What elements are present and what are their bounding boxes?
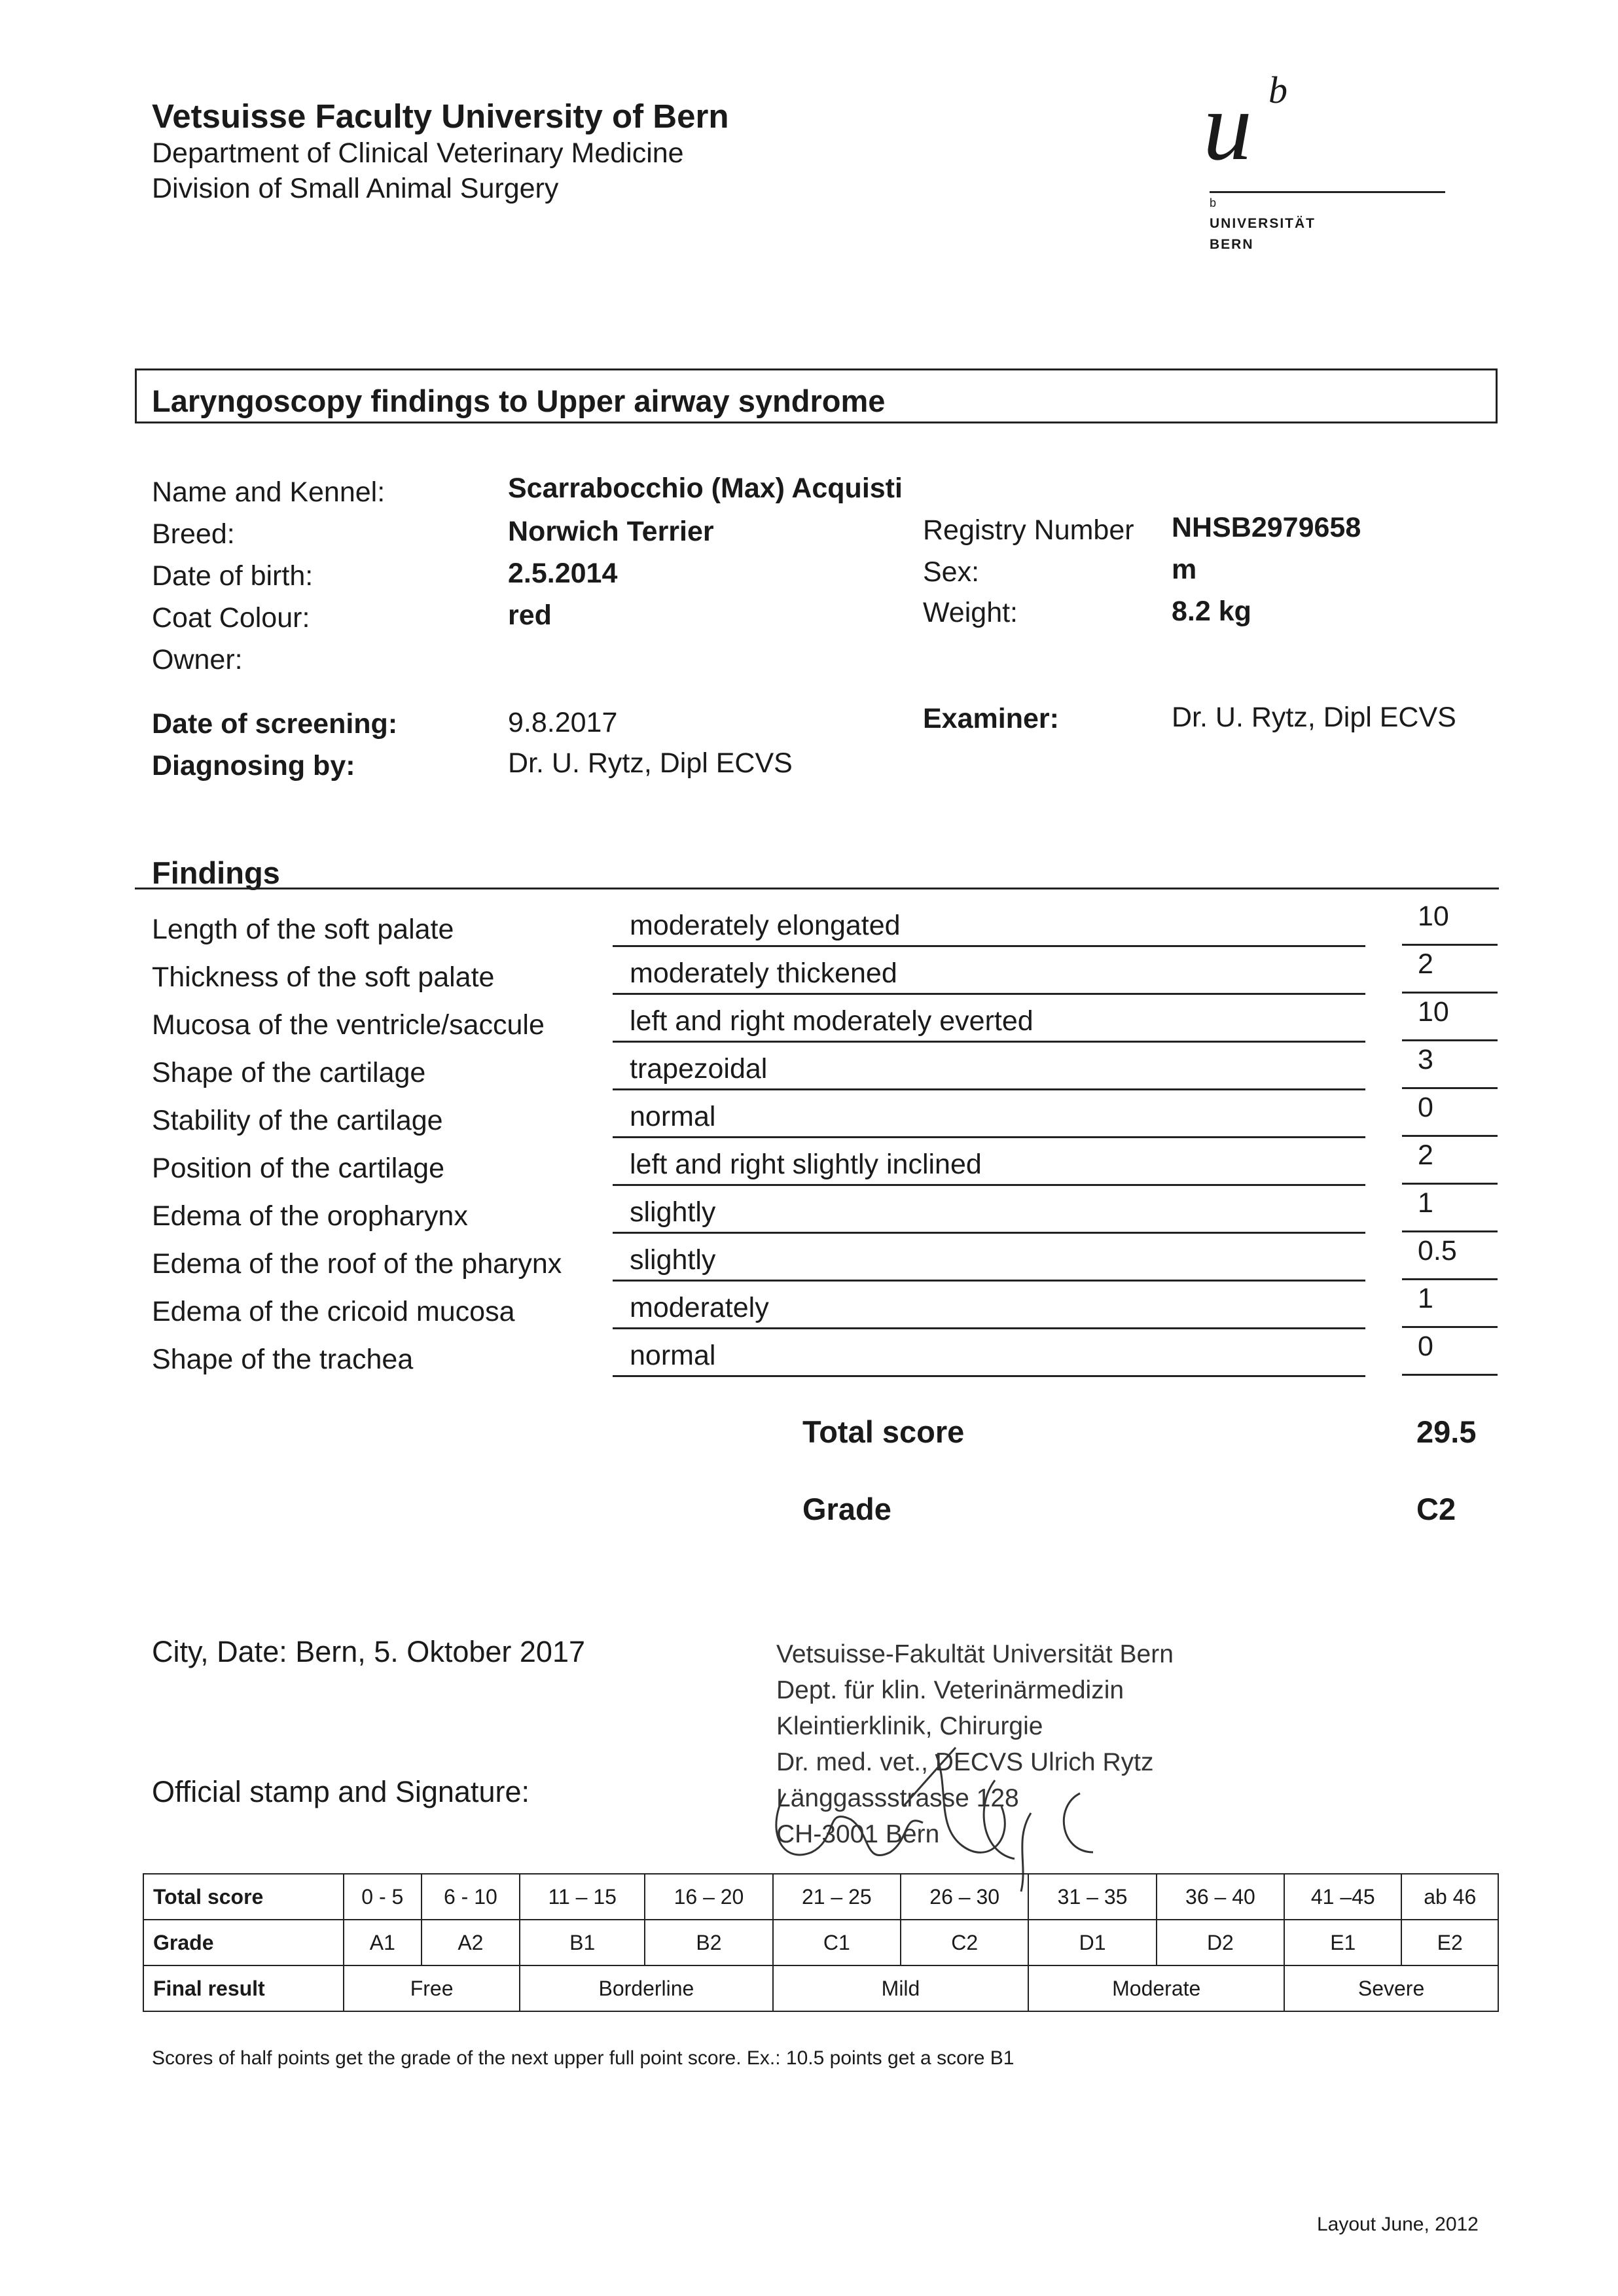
score-rule	[1402, 1183, 1498, 1185]
logo-small-b: b	[1210, 196, 1217, 209]
finding-label: Edema of the roof of the pharynx	[152, 1248, 562, 1280]
grade-value: C2	[1416, 1492, 1456, 1526]
range-cell: 26 – 30	[901, 1874, 1028, 1920]
finding-rule	[613, 993, 1365, 995]
range-cell: 36 – 40	[1157, 1874, 1284, 1920]
breed-value: Norwich Terrier	[508, 516, 714, 547]
finding-value: normal	[630, 1101, 716, 1132]
logo-rule	[1210, 191, 1445, 193]
city-date: City, Date: Bern, 5. Oktober 2017	[152, 1635, 585, 1668]
institution-name: Vetsuisse Faculty University of Bern	[152, 98, 729, 135]
finding-label: Thickness of the soft palate	[152, 961, 495, 993]
score-rule	[1402, 1135, 1498, 1137]
diagnosing-label: Diagnosing by:	[152, 750, 355, 781]
finding-score: 0.5	[1418, 1235, 1457, 1266]
score-rule	[1402, 992, 1498, 994]
total-score-label: Total score	[802, 1414, 965, 1449]
total-score-value: 29.5	[1416, 1414, 1477, 1449]
score-rule	[1402, 944, 1498, 946]
table-row	[143, 1920, 1498, 1965]
score-rule	[1402, 1374, 1498, 1376]
finding-rule	[613, 1375, 1365, 1377]
score-rule	[1402, 1039, 1498, 1041]
finding-label: Mucosa of the ventricle/saccule	[152, 1009, 545, 1041]
finding-label: Stability of the cartilage	[152, 1105, 443, 1136]
finding-score: 10	[1418, 996, 1449, 1028]
breed-label: Breed:	[152, 518, 235, 550]
result-cell: Mild	[773, 1965, 1029, 2011]
range-cell: 21 – 25	[773, 1874, 901, 1920]
diagnosing-value: Dr. U. Rytz, Dipl ECVS	[508, 747, 793, 779]
layout-note: Layout June, 2012	[1317, 2214, 1479, 2235]
finding-score: 1	[1418, 1187, 1433, 1219]
result-cell: Free	[344, 1965, 520, 2011]
logo-letter-b: b	[1268, 69, 1287, 111]
registry-value: NHSB2979658	[1172, 512, 1361, 543]
stamp-line: Dr. med. vet., DECVS Ulrich Rytz	[776, 1748, 1154, 1776]
logo-text-universitat: UNIVERSITÄT	[1210, 216, 1316, 231]
coat-label: Coat Colour:	[152, 602, 310, 634]
examiner-value: Dr. U. Rytz, Dipl ECVS	[1172, 702, 1456, 733]
sex-value: m	[1172, 554, 1197, 585]
result-cell: Severe	[1284, 1965, 1498, 2011]
range-cell: 11 – 15	[520, 1874, 645, 1920]
logo-text-bern: BERN	[1210, 237, 1254, 252]
name-kennel-label: Name and Kennel:	[152, 476, 386, 508]
result-cell: Borderline	[520, 1965, 772, 2011]
finding-value: trapezoidal	[630, 1053, 768, 1085]
examiner-label: Examiner:	[923, 703, 1059, 734]
grade-cell: E2	[1401, 1920, 1498, 1965]
dob-value: 2.5.2014	[508, 558, 618, 589]
grading-scale-table	[143, 1873, 1499, 2012]
handwritten-signature	[740, 1676, 1132, 1898]
grade-cell: B1	[520, 1920, 645, 1965]
finding-label: Length of the soft palate	[152, 914, 454, 945]
finding-rule	[613, 1184, 1365, 1186]
range-cell: 6 - 10	[422, 1874, 520, 1920]
finding-rule	[613, 1280, 1365, 1282]
finding-score: 0	[1418, 1331, 1433, 1362]
range-cell: 16 – 20	[645, 1874, 772, 1920]
range-cell: 0 - 5	[344, 1874, 422, 1920]
row-header-final-result: Final result	[143, 1965, 344, 2011]
grade-cell: A2	[422, 1920, 520, 1965]
score-rule	[1402, 1326, 1498, 1328]
department-name: Department of Clinical Veterinary Medicine	[152, 137, 684, 169]
finding-label: Position of the cartilage	[152, 1153, 444, 1184]
weight-label: Weight:	[923, 597, 1018, 628]
weight-value: 8.2 kg	[1172, 596, 1251, 627]
finding-value: left and right moderately everted	[630, 1005, 1034, 1037]
footnote: Scores of half points get the grade of the next upper full point score. Ex.: 10.5 points get a score B1	[152, 2047, 1015, 2069]
stamp-line: Länggassstrasse 128	[776, 1784, 1019, 1812]
score-rule	[1402, 1087, 1498, 1089]
range-cell: ab 46	[1401, 1874, 1498, 1920]
owner-label: Owner:	[152, 644, 243, 675]
dob-label: Date of birth:	[152, 560, 314, 592]
finding-score: 10	[1418, 901, 1449, 932]
finding-value: moderately thickened	[630, 958, 897, 989]
signature-label: Official stamp and Signature:	[152, 1775, 530, 1808]
findings-rule	[135, 888, 1499, 889]
findings-title: Findings	[152, 855, 280, 890]
range-cell: 31 – 35	[1028, 1874, 1156, 1920]
finding-value: slightly	[630, 1196, 716, 1228]
finding-score: 0	[1418, 1092, 1433, 1123]
grade-cell: D2	[1157, 1920, 1284, 1965]
finding-rule	[613, 1232, 1365, 1234]
finding-value: moderately	[630, 1292, 769, 1323]
grade-cell: C2	[901, 1920, 1028, 1965]
screening-date-value: 9.8.2017	[508, 707, 618, 738]
range-cell: 41 –45	[1284, 1874, 1401, 1920]
finding-rule	[613, 1136, 1365, 1138]
finding-rule	[613, 1327, 1365, 1329]
grade-cell: C1	[773, 1920, 901, 1965]
grade-label: Grade	[802, 1492, 891, 1526]
logo-letter-u: u	[1203, 72, 1252, 181]
finding-label: Shape of the cartilage	[152, 1057, 426, 1088]
finding-score: 2	[1418, 948, 1433, 980]
row-header-total-score: Total score	[143, 1874, 344, 1920]
score-rule	[1402, 1230, 1498, 1232]
result-cell: Moderate	[1028, 1965, 1284, 2011]
coat-value: red	[508, 600, 552, 631]
finding-score: 1	[1418, 1283, 1433, 1314]
grade-cell: E1	[1284, 1920, 1401, 1965]
stamp-line: Kleintierklinik, Chirurgie	[776, 1712, 1043, 1740]
stamp-line: Dept. für klin. Veterinärmedizin	[776, 1676, 1124, 1704]
row-header-grade: Grade	[143, 1920, 344, 1965]
grade-cell: A1	[344, 1920, 422, 1965]
document-title: Laryngoscopy findings to Upper airway syndrome	[152, 384, 886, 418]
stamp-line: CH-3001 Bern	[776, 1820, 940, 1848]
registry-label: Registry Number	[923, 514, 1134, 546]
finding-value: left and right slightly inclined	[630, 1149, 982, 1180]
finding-value: normal	[630, 1340, 716, 1371]
table-row	[143, 1874, 1498, 1920]
score-rule	[1402, 1278, 1498, 1280]
finding-rule	[613, 1041, 1365, 1043]
grade-cell: D1	[1028, 1920, 1156, 1965]
finding-label: Shape of the trachea	[152, 1344, 414, 1375]
division-name: Division of Small Animal Surgery	[152, 173, 559, 204]
stamp-line: Vetsuisse-Fakultät Universität Bern	[776, 1640, 1174, 1668]
name-kennel-value: Scarrabocchio (Max) Acquisti	[508, 473, 903, 504]
finding-rule	[613, 1088, 1365, 1090]
finding-label: Edema of the oropharynx	[152, 1200, 468, 1232]
sex-label: Sex:	[923, 556, 980, 588]
screening-date-label: Date of screening:	[152, 708, 398, 740]
finding-rule	[613, 945, 1365, 947]
grade-cell: B2	[645, 1920, 772, 1965]
finding-value: slightly	[630, 1244, 716, 1276]
table-row	[143, 1965, 1498, 2011]
finding-score: 2	[1418, 1139, 1433, 1171]
finding-value: moderately elongated	[630, 910, 901, 941]
finding-score: 3	[1418, 1044, 1433, 1075]
finding-label: Edema of the cricoid mucosa	[152, 1296, 515, 1327]
